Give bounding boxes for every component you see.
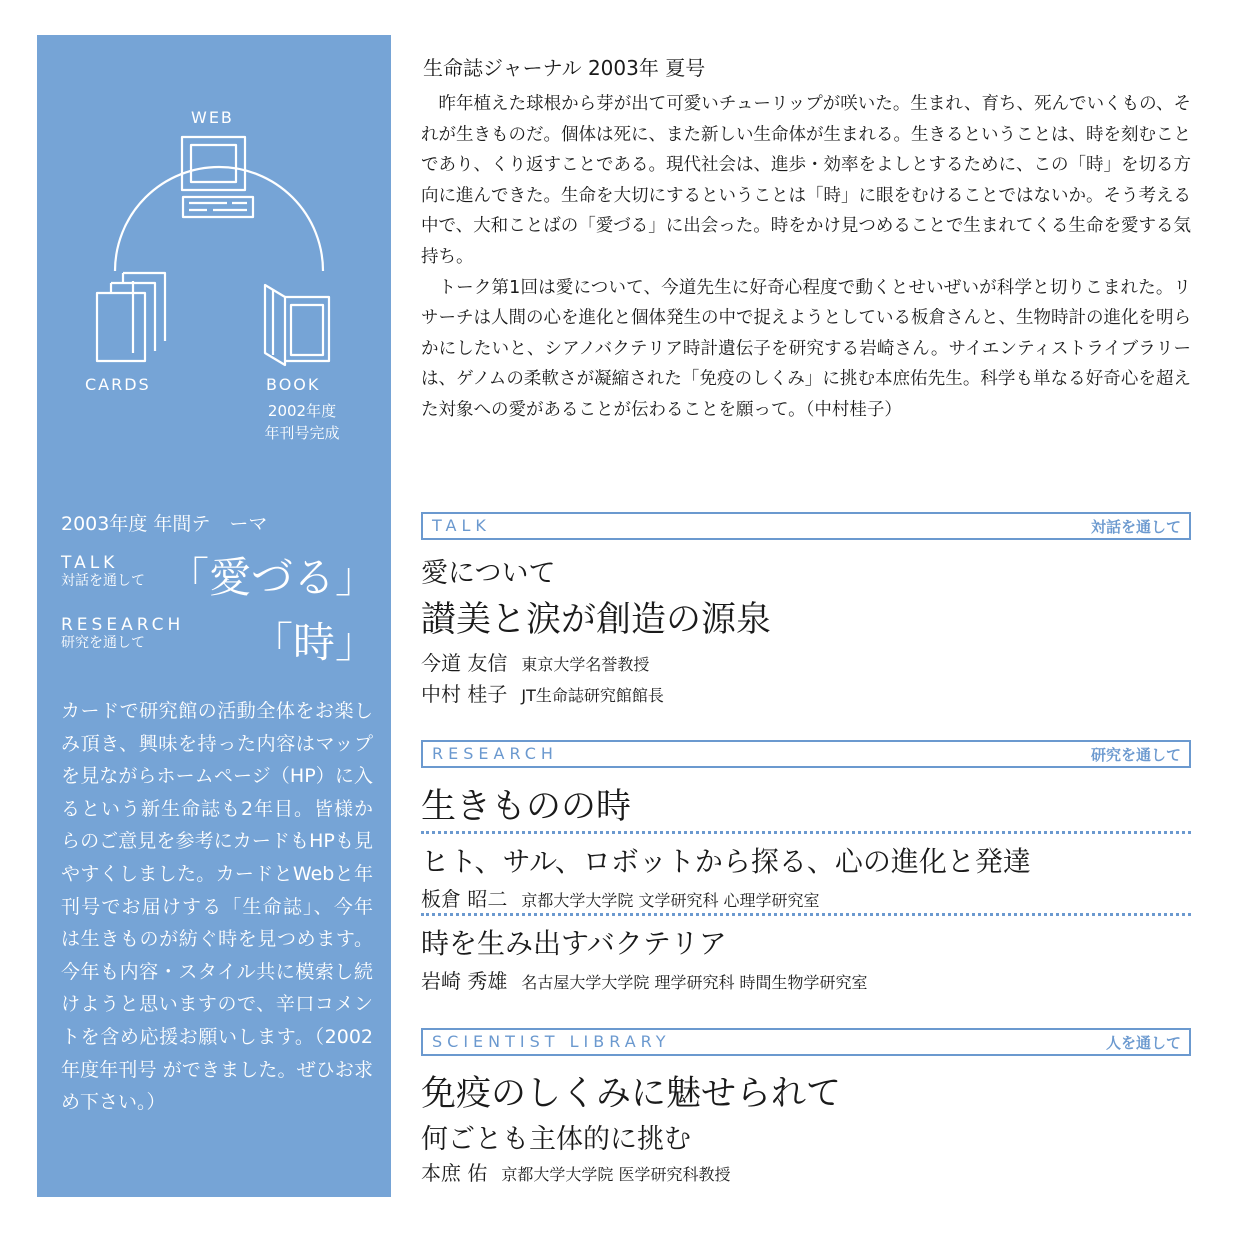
library-bar-en: SCIENTIST LIBRARY <box>432 1032 671 1051</box>
web-cards-book-logo <box>37 35 391 495</box>
research-item-1-name: 板倉 昭二 <box>421 887 508 911</box>
logo-web-label: WEB <box>191 108 234 127</box>
logo-cards-label: CARDS <box>85 375 151 394</box>
theme-research-en: RESEARCH <box>61 615 185 635</box>
logo-book-label: BOOK <box>266 375 321 394</box>
logo-year-line1: 2002年度 <box>267 402 337 420</box>
theme-research-jp: 研究を通して <box>61 635 145 651</box>
annual-theme-title: 2003年度 年間テ ーマ <box>61 513 268 535</box>
talk-bar-en: TALK <box>432 516 491 535</box>
journal-title: 生命誌ジャーナル 2003年 夏号 <box>423 56 706 80</box>
talk-person-2-affiliation: JT生命誌研究館館長 <box>521 686 664 705</box>
research-item-1-title: ヒト、サル、ロボットから探る、心の進化と発達 <box>421 845 1031 878</box>
intro-text <box>421 89 1191 426</box>
logo-year-caption <box>247 400 357 444</box>
research-item-2-person <box>421 965 868 994</box>
logo-year-line2: 年刊号完成 <box>264 424 340 442</box>
research-item-2-affiliation: 名古屋大学大学院 理学研究科 時間生物学研究室 <box>521 973 868 992</box>
talk-person-2 <box>421 678 664 707</box>
monitor-icon <box>182 137 253 217</box>
library-person <box>421 1157 730 1186</box>
intro-paragraph-1: 昨年植えた球根から芽が出て可愛いチューリップが咲いた。生まれ、育ち、死んでいくもの、それが生きものだ。個体は死に、また新しい生命体が生まれる。生きるということは、時を刻むことであり、くり返すことである。現代社会は、進歩・効率をよしとするために、この「時」を切る方向に進んできた。生命を大切にするということは「時」に眼をむけることではないか。そう考える中で、大和ことばの「愛づる」に出会った。時をかけ見つめることで生まれてくる生命を愛する気持ち。 <box>421 94 1191 267</box>
theme-talk-jp: 対話を通して <box>61 573 145 589</box>
library-subtitle: 何ごとも主体的に挑む <box>421 1124 691 1155</box>
theme-talk-en: TALK <box>61 553 119 573</box>
talk-person-2-name: 中村 桂子 <box>421 682 508 706</box>
library-person-name: 本庶 佑 <box>421 1161 488 1185</box>
research-section-bar <box>421 740 1191 768</box>
research-divider-1 <box>421 831 1191 834</box>
theme-research-label <box>61 615 184 652</box>
talk-title: 讃美と涙が創造の源泉 <box>421 600 772 640</box>
research-bar-en: RESEARCH <box>432 744 558 763</box>
talk-subtitle: 愛について <box>421 558 556 589</box>
sidebar-description: カードで研究館の活動全体をお楽しみ頂き、興味を持った内容はマップを見ながらホームページ（HP）に入るという新生命誌も2年目。皆様からのご意見を参考にカードもHPも見やすくしました。カードとWebと年刊号でお届けする「生命誌」、今年は生きものが紡ぐ時を見つめます。今年も内容・スタイル共に模索し続けようと思いますので、辛口コメントを含め応援お願いします。（2002年度年刊号 ができました。ぜひお求め下さい。） <box>61 700 373 1114</box>
cards-icon <box>97 273 165 361</box>
research-item-2-name: 岩崎 秀雄 <box>421 969 508 993</box>
intro-paragraph-2: トーク第1回は愛について、今道先生に好奇心程度で動くとせいぜいが科学と切りこまれた。リサーチは人間の心を進化と個体発生の中で捉えようとしている板倉さんと、生物時計の進化を明らかにしたいと、シアノバクテリア時計遺伝子を研究する岩崎さん。サイエンティストライブラリーは、ゲノムの柔軟さが凝縮された「免疫のしくみ」に挑む本庶佑先生。科学も単なる好奇心を超えた対象への愛があることが伝わることを願って。（中村桂子） <box>421 277 1191 420</box>
logo-diagram <box>37 35 391 375</box>
research-title: 生きものの時 <box>421 787 632 827</box>
talk-bar-jp: 対話を通して <box>1090 518 1181 536</box>
research-bar-jp: 研究を通して <box>1090 746 1181 764</box>
library-section-bar <box>421 1028 1191 1056</box>
talk-person-1-affiliation: 東京大学名誉教授 <box>521 655 650 674</box>
talk-section-bar <box>421 512 1191 540</box>
talk-person-1-name: 今道 友信 <box>421 651 508 675</box>
library-person-affiliation: 京都大学大学院 医学研究科教授 <box>501 1165 731 1184</box>
sidebar-panel <box>37 35 391 1197</box>
book-icon <box>265 285 329 365</box>
research-item-1-affiliation: 京都大学大学院 文学研究科 心理学研究室 <box>521 891 820 910</box>
theme-research-keyword: 「時」 <box>250 618 377 667</box>
library-title: 免疫のしくみに魅せられて <box>421 1074 842 1114</box>
library-bar-jp: 人を通して <box>1105 1034 1181 1052</box>
research-item-2-title: 時を生み出すバクテリア <box>421 927 727 960</box>
talk-person-1 <box>421 647 649 676</box>
research-item-1-person <box>421 883 820 912</box>
theme-talk-keyword: 「愛づる」 <box>166 553 377 602</box>
research-divider-2 <box>421 913 1191 916</box>
theme-talk-label <box>61 553 145 590</box>
